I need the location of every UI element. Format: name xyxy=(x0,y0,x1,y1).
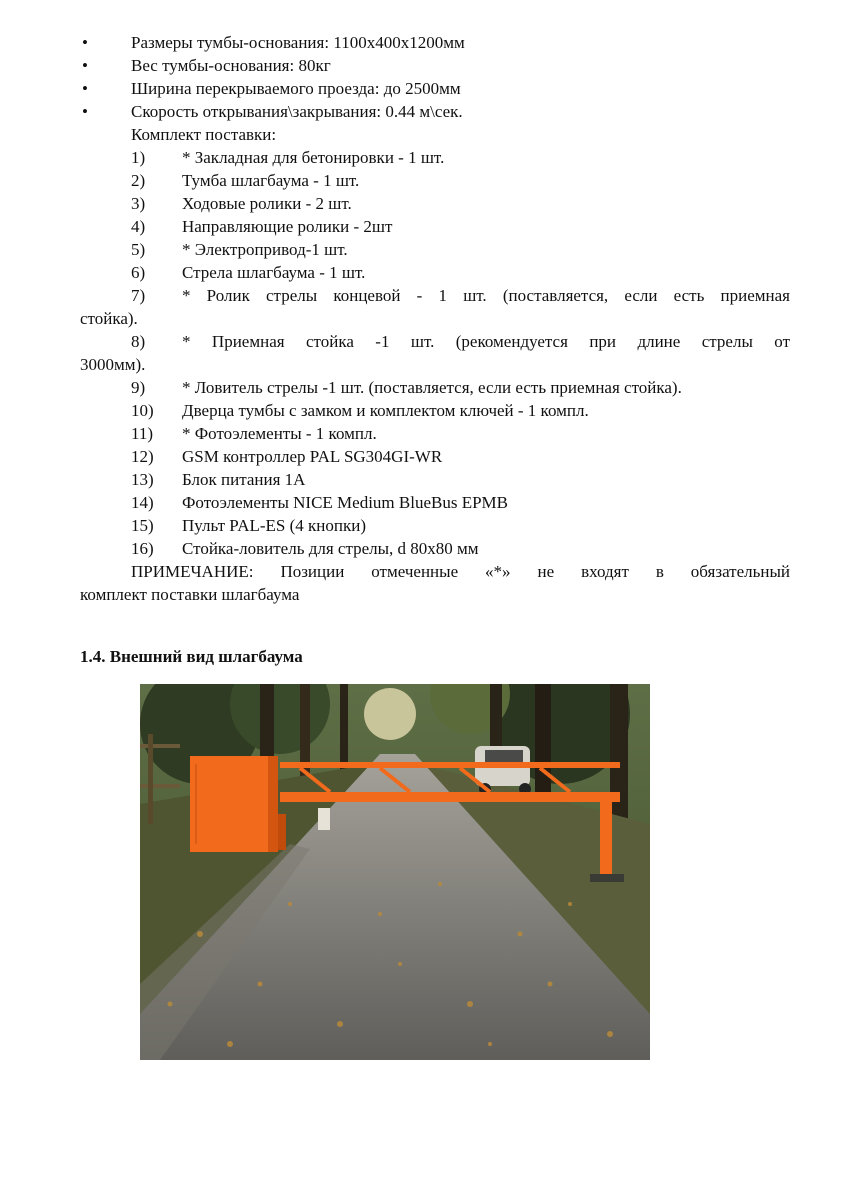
list-item: * Ролик стрелы концевой - 1 шт. (поставляется, если есть приемная xyxy=(182,286,790,305)
list-item: * Приемная стойка -1 шт. (рекомендуется при длине стрелы от xyxy=(182,332,790,351)
list-item: * Электропривод-1 шт. xyxy=(182,240,348,259)
list-item: Дверца тумбы с замком и комплектом ключей - 1 компл. xyxy=(182,401,589,420)
note-text: ПРИМЕЧАНИЕ: Позиции отмеченные «*» не входят в обязательный xyxy=(131,562,790,581)
spec-item: Скорость открывания\закрывания: 0.44 м\сек. xyxy=(131,102,463,121)
bullet-marker: • xyxy=(82,79,88,98)
note-text-continuation: комплект поставки шлагбаума xyxy=(80,585,300,604)
list-number: 8) xyxy=(131,332,146,351)
bullet-marker: • xyxy=(82,33,88,52)
bullet-marker: • xyxy=(82,102,88,121)
list-number: 6) xyxy=(131,263,146,282)
list-item: * Ловитель стрелы -1 шт. (поставляется, если есть приемная стойка). xyxy=(182,378,682,397)
list-item-continuation: стойка). xyxy=(80,309,138,328)
list-number: 3) xyxy=(131,194,146,213)
list-number: 1) xyxy=(131,148,146,167)
list-item: Пульт PAL-ES (4 кнопки) xyxy=(182,516,366,535)
list-item: Направляющие ролики - 2шт xyxy=(182,217,393,236)
spec-item: Вес тумбы-основания: 80кг xyxy=(131,56,331,75)
list-number: 9) xyxy=(131,378,146,397)
list-number: 4) xyxy=(131,217,146,236)
list-item: * Закладная для бетонировки - 1 шт. xyxy=(182,148,445,167)
list-item-continuation: 3000мм). xyxy=(80,355,146,374)
list-item: GSM контроллер PAL SG304GI-WR xyxy=(182,447,443,466)
list-number: 12) xyxy=(131,447,154,466)
bullet-marker: • xyxy=(82,56,88,75)
list-number: 15) xyxy=(131,516,154,535)
list-number: 11) xyxy=(131,424,154,443)
list-number: 2) xyxy=(131,171,146,190)
list-item: Блок питания 1А xyxy=(182,470,306,489)
spec-item: Размеры тумбы-основания: 1100х400х1200мм xyxy=(131,33,465,52)
delivery-title: Комплект поставки: xyxy=(131,125,277,144)
list-item: Стрела шлагбаума - 1 шт. xyxy=(182,263,366,282)
list-item: Стойка-ловитель для стрелы, d 80х80 мм xyxy=(182,539,479,558)
list-number: 16) xyxy=(131,539,154,558)
list-item: Тумба шлагбаума - 1 шт. xyxy=(182,171,360,190)
list-number: 10) xyxy=(131,401,154,420)
list-number: 5) xyxy=(131,240,146,259)
barrier-photo xyxy=(140,684,650,1060)
spec-item: Ширина перекрываемого проезда: до 2500мм xyxy=(131,79,461,98)
list-number: 13) xyxy=(131,470,154,489)
list-item: * Фотоэлементы - 1 компл. xyxy=(182,424,377,443)
list-item: Ходовые ролики - 2 шт. xyxy=(182,194,352,213)
list-item: Фотоэлементы NICE Medium BlueBus EPMB xyxy=(182,493,509,512)
list-number: 14) xyxy=(131,493,154,512)
section-heading: 1.4. Внешний вид шлагбаума xyxy=(80,647,303,666)
list-number: 7) xyxy=(131,286,146,305)
